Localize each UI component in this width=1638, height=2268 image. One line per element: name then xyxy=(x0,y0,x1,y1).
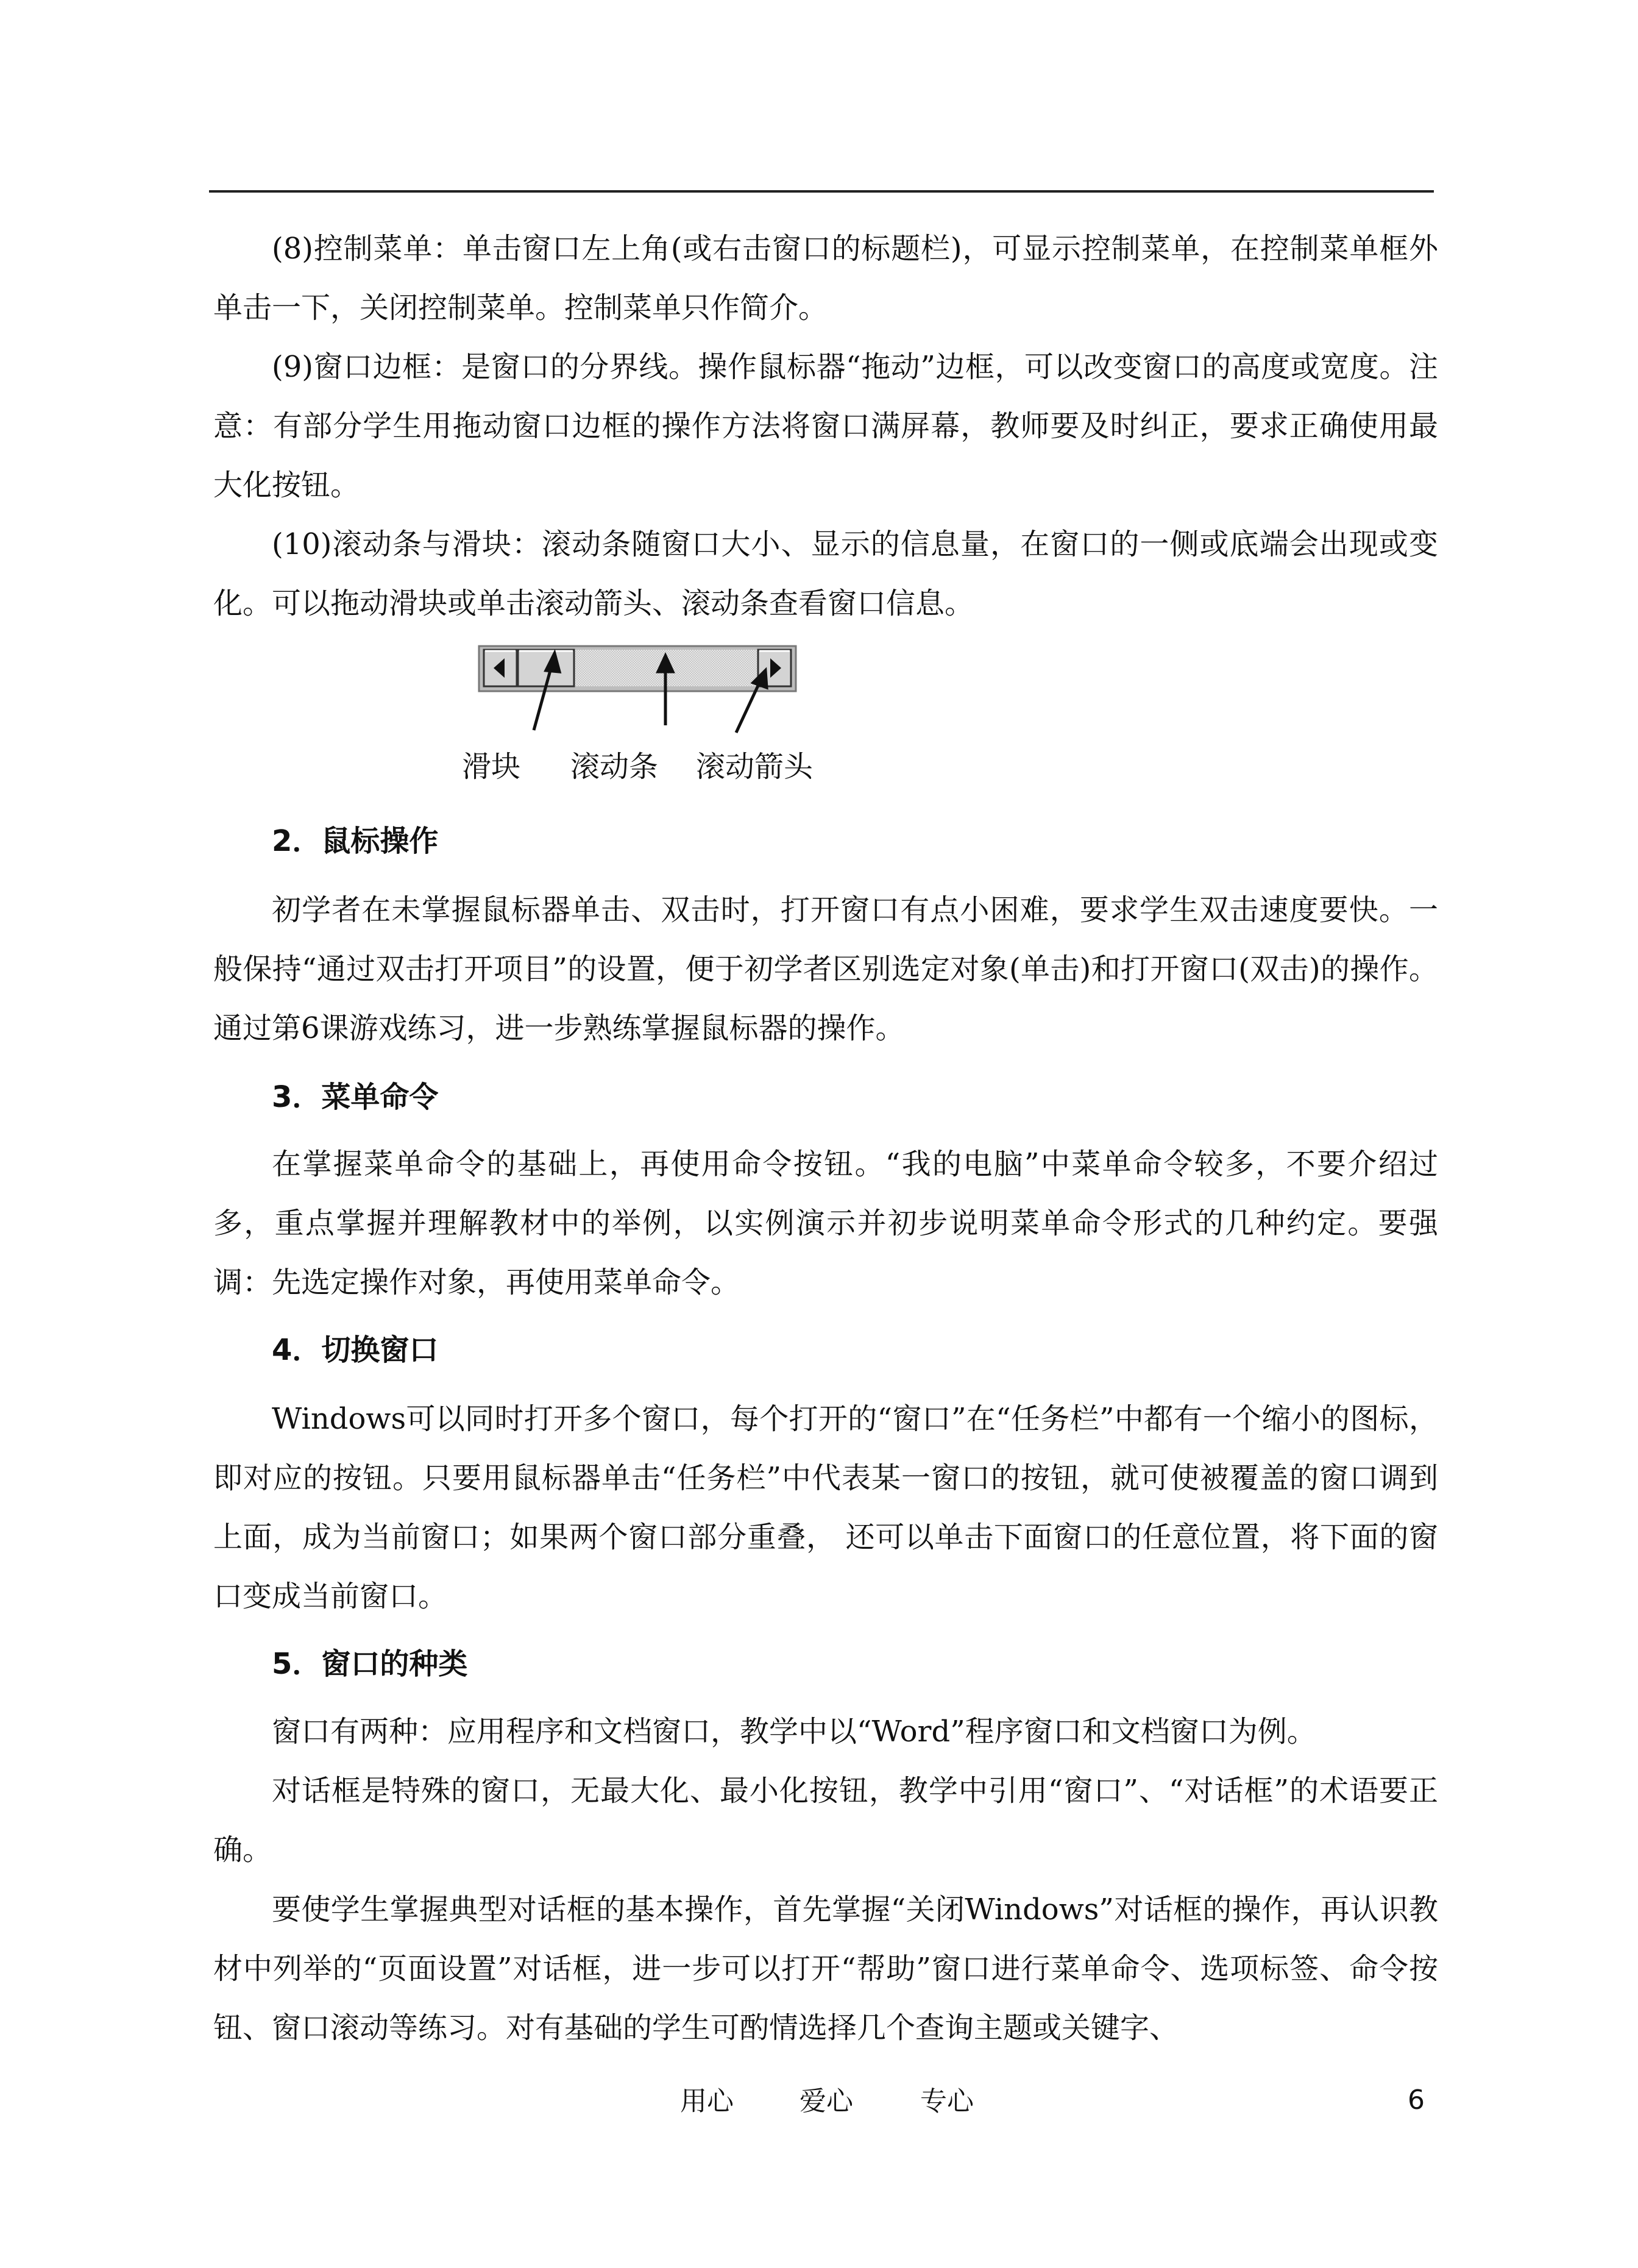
footer-motto-2: 爱心 xyxy=(800,2086,853,2117)
paragraph-menu: 在掌握菜单命令的基础上，再使用命令按钮。“我的电脑”中菜单命令较多，不要介绍过多，重点掌握并理解教材中的举例，以实例演示并初步说明菜单命令形式的几种约定。要强调：先选定操作对象，再使用菜单命令。 xyxy=(213,1147,1438,1299)
scroll-left-arrow-icon xyxy=(484,650,517,686)
label-thumb: 滑块 xyxy=(462,750,521,784)
label-scrollbar: 滚动条 xyxy=(570,750,659,784)
page-number: 6 xyxy=(1408,2085,1425,2116)
footer-motto-1: 用心 xyxy=(680,2086,734,2117)
paragraph-window-border: (9)窗口边框：是窗口的分界线。操作鼠标器“拖动”边框，可以改变窗口的高度或宽度。注意：有部分学生用拖动窗口边框的操作方法将窗口满屏幕，教师要及时纠正，要求正确使用最大化按钮。 xyxy=(213,350,1438,502)
paragraph-mouse: 初学者在未掌握鼠标器单击、双击时，打开窗口有点小困难，要求学生双击速度要快。一般保持“通过双击打开项目”的设置，便于初学者区别选定对象(单击)和打开窗口(双击)的操作。通过第6课游戏练习，进一步熟练掌握鼠标器的操作。 xyxy=(213,893,1438,1045)
paragraph-kinds-1: 窗口有两种：应用程序和文档窗口，教学中以“Word”程序窗口和文档窗口为例。 xyxy=(272,1715,1316,1749)
footer-motto-3: 专心 xyxy=(920,2086,974,2117)
heading-switch-window: 4．切换窗口 xyxy=(272,1333,439,1367)
header-rule xyxy=(209,190,1434,193)
scrollbar-figure xyxy=(475,634,817,817)
heading-menu-commands: 3．菜单命令 xyxy=(272,1080,439,1114)
paragraph-switch: Windows可以同时打开多个窗口，每个打开的“窗口”在“任务栏”中都有一个缩小的图标，即对应的按钮。只要用鼠标器单击“任务栏”中代表某一窗口的按钮，就可使被覆盖的窗口调到上面，成为当前窗口；如果两个窗口部分重叠， 还可以单击下面窗口的任意位置，将下面的窗口变成当前窗口。 xyxy=(213,1402,1438,1613)
paragraph-scrollbar: (10)滚动条与滑块：滚动条随窗口大小、显示的信息量，在窗口的一侧或底端会出现或变化。可以拖动滑块或单击滚动箭头、滚动条查看窗口信息。 xyxy=(213,527,1438,620)
paragraph-control-menu: (8)控制菜单：单击窗口左上角(或右击窗口的标题栏)，可显示控制菜单，在控制菜单框外单击一下，关闭控制菜单。控制菜单只作简介。 xyxy=(213,232,1438,325)
heading-mouse-operation: 2．鼠标操作 xyxy=(272,824,439,858)
paragraph-kinds-2: 对话框是特殊的窗口，无最大化、最小化按钮，教学中引用“窗口”、“对话框”的术语要正确。 xyxy=(213,1774,1438,1867)
heading-window-kinds: 5．窗口的种类 xyxy=(272,1647,468,1681)
label-scroll-arrow: 滚动箭头 xyxy=(696,750,814,784)
paragraph-kinds-3: 要使学生掌握典型对话框的基本操作，首先掌握“关闭Windows”对话框的操作，再认识教材中列举的“页面设置”对话框，进一步可以打开“帮助”窗口进行菜单命令、选项标签、命令按钮、窗口滚动等练习。对有基础的学生可酌情选择几个查询主题或关键字、 xyxy=(213,1893,1438,2045)
